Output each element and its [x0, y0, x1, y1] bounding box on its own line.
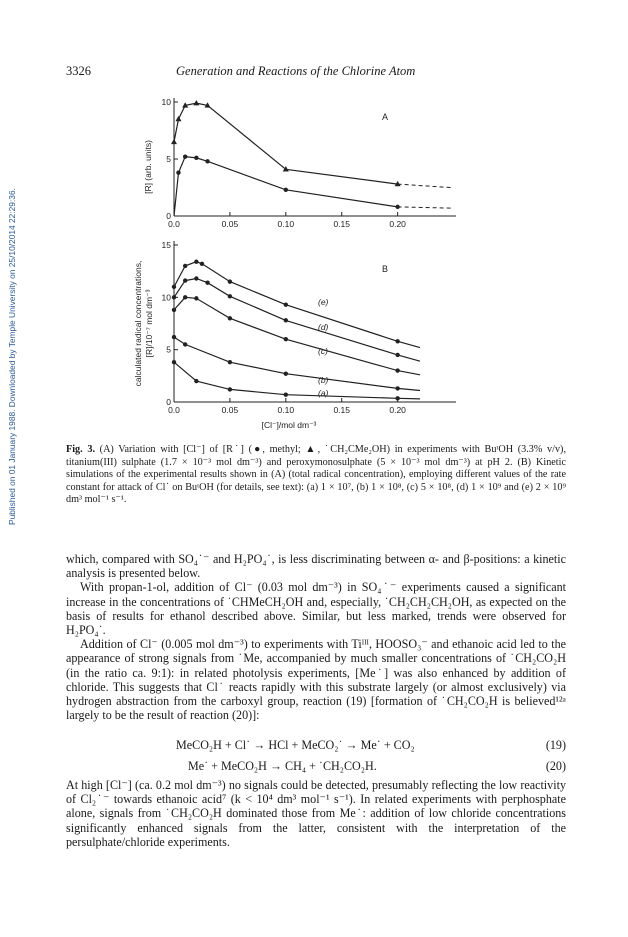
curve-label: (b) [318, 375, 329, 385]
paragraph-2: With propan-1-ol, addition of Cl⁻ (0.03 mol dm⁻³) in SO₄˙⁻ experiments caused a significant increase in the concentrations of ˙CHMeCH₂OH and, especially, ˙CH₂CH₂CH₂OH, as expected on the basis of results for ethanol described above. Similar, but less marked, trends were observed for H₂PO₄˙. [66, 580, 566, 638]
circle-marker [228, 387, 232, 391]
body-text-2 [66, 778, 566, 849]
circle-marker [395, 368, 399, 372]
y-tick-label: 0 [166, 397, 171, 407]
figure-3 [0, 0, 628, 440]
equation-20 [66, 759, 566, 775]
y-axis-label: [R] (arb. units) [143, 140, 153, 194]
curve-label: (c) [318, 346, 328, 356]
circle-marker [194, 379, 198, 383]
circle-marker [194, 260, 198, 264]
circle-marker [194, 156, 198, 160]
y-tick-label: 15 [161, 240, 171, 250]
circle-marker [228, 360, 232, 364]
series-line [174, 262, 420, 348]
x-tick-label: 0.10 [277, 405, 295, 415]
series-line [174, 157, 398, 216]
equation-19-number: (19) [545, 738, 566, 752]
equation-19-text: MeCO₂H + Cl˙ → HCl + MeCO₂˙ → Me˙ + CO₂ [176, 738, 415, 752]
figure-caption [66, 444, 566, 507]
circle-marker [194, 276, 198, 280]
page-number: 3326 [66, 64, 91, 78]
paragraph-4: At high [Cl⁻] (ca. 0.2 mol dm⁻³) no signals could be detected, presumably reflecting the low reactivity of Cl₂˙⁻ towards ethanoic acid⁷ (k < 10⁴ dm³ mol⁻¹ s⁻¹). In related experiments with perphosphate alone, signals from ˙CH₂CO₂H dominated those from Me˙: addition of low chloride concentrations significantly enhanced signals from the latter, consistent with the interpretation of the persulphate/chloride experiments. [66, 778, 566, 849]
caption-text: (A) Variation with [Cl⁻] of [R˙] (●, methyl; ▲, ˙CH₂CMe₂OH) in experiments with BuᵗOH (3.3% v/v), titanium(III) sulphate (1.7 × 10⁻³ mol dm⁻³) and peroxymonosulphate (5 × 10⁻³ mol dm⁻³) at pH 2. (B) Kinetic simulations of the experimental results shown in (A) (total radical concentration), employing different values of the rate constant for attack of Cl˙ on BuᵗOH (for details, see text): (a) 1 × 10⁷, (b) 1 × 10⁸, (c) 5 × 10⁸, (d) 1 × 10⁹ and (e) 2 × 10⁹ dm³ mol⁻¹ s⁻¹. [66, 444, 566, 506]
x-axis-label: [Cl⁻]/mol dm⁻³ [261, 420, 317, 430]
series-line [174, 279, 420, 362]
y-tick-label: 5 [166, 344, 171, 355]
series-line [174, 337, 420, 390]
x-tick-label: 0.05 [221, 219, 239, 229]
x-tick-label: 0.0 [168, 219, 180, 229]
circle-marker [194, 296, 198, 300]
circle-marker [172, 295, 176, 299]
circle-marker [284, 302, 288, 306]
circle-marker [284, 318, 288, 322]
x-tick-label: 0.20 [389, 219, 406, 229]
circle-marker [284, 188, 288, 192]
circle-marker [395, 353, 399, 357]
x-tick-label: 0.15 [333, 405, 351, 415]
x-tick-label: 0.05 [221, 405, 239, 415]
circle-marker [200, 262, 204, 266]
circle-marker [284, 337, 288, 341]
circle-marker [395, 396, 399, 400]
y-axis-label-line-1: calculated radical concentrations, [133, 260, 143, 387]
series-line [174, 362, 420, 399]
circle-marker [172, 308, 176, 312]
circle-marker [228, 294, 232, 298]
circle-marker [395, 339, 399, 343]
equation-20-number: (20) [545, 759, 566, 773]
panel-label-b: B [382, 264, 389, 274]
circle-marker [183, 342, 187, 346]
curve-label: (d) [318, 322, 329, 332]
x-tick-label: 0.0 [168, 405, 180, 415]
curve-label: (a) [318, 388, 329, 398]
circle-marker [284, 392, 288, 396]
curve-label: (e) [318, 297, 329, 307]
body-text [66, 552, 566, 722]
circle-marker [205, 159, 209, 163]
circle-marker [172, 360, 176, 364]
series-extrapolation [398, 207, 452, 208]
circle-marker [284, 372, 288, 376]
equation-19 [66, 738, 566, 754]
y-axis-label-line-2: [R]/10⁻⁷ mol dm⁻³ [144, 289, 154, 358]
y-tick-label: 0 [166, 211, 171, 221]
series-extrapolation [398, 184, 452, 188]
circle-marker [395, 205, 399, 209]
circle-marker [176, 170, 180, 174]
x-tick-label: 0.15 [333, 219, 351, 229]
circle-marker [172, 285, 176, 289]
circle-marker [172, 335, 176, 339]
circle-marker [205, 280, 209, 284]
triangle-marker [175, 116, 181, 121]
x-tick-label: 0.20 [389, 405, 406, 415]
triangle-marker [193, 100, 199, 105]
y-tick-label: 10 [161, 97, 171, 107]
caption-label: Fig. 3. [66, 444, 96, 455]
paragraph-1: which, compared with SO₄˙⁻ and H₂PO₄˙, is less discriminating between α- and β-positions: a kinetic analysis is presented below. [66, 552, 566, 581]
circle-marker [183, 155, 187, 159]
circle-marker [228, 279, 232, 283]
x-tick-label: 0.10 [277, 219, 295, 229]
y-tick-label: 5 [166, 154, 171, 164]
triangle-marker [171, 139, 177, 144]
circle-marker [228, 316, 232, 320]
circle-marker [183, 278, 187, 282]
series-line [174, 103, 398, 184]
equation-20-text: Me˙ + MeCO₂H → CH₄ + ˙CH₂CO₂H. [188, 759, 377, 773]
circle-marker [183, 295, 187, 299]
y-tick-label: 10 [161, 292, 171, 303]
running-title: Generation and Reactions of the Chlorine Atom [176, 64, 416, 78]
paragraph-3: Addition of Cl⁻ (0.005 mol dm⁻³) to experiments with Tiᴵᴵᴵ, HOOSO₃⁻ and ethanoic acid led to the appearance of strong signals from ˙Me, accompanied by much smaller concentrations of ˙CH₂CO₂H (in the ratio ca. 9:1): in related photolysis experiments, [Me˙] was also enhanced by addition of chloride. This suggests that Cl˙ reacts rapidly with this substrate largely (or almost exclusively) via hydrogen abstraction from the carboxyl group, reaction (19) [formation of ˙CH₂CO₂H is believed¹²ᵃ largely to be the result of reaction (20)]: [66, 637, 566, 723]
circle-marker [395, 386, 399, 390]
download-notice: Published on 01 January 1988. Downloaded by Temple University on 25/10/2014 22:29:36. [7, 188, 17, 525]
panel-label-a: A [382, 112, 389, 122]
circle-marker [183, 264, 187, 268]
